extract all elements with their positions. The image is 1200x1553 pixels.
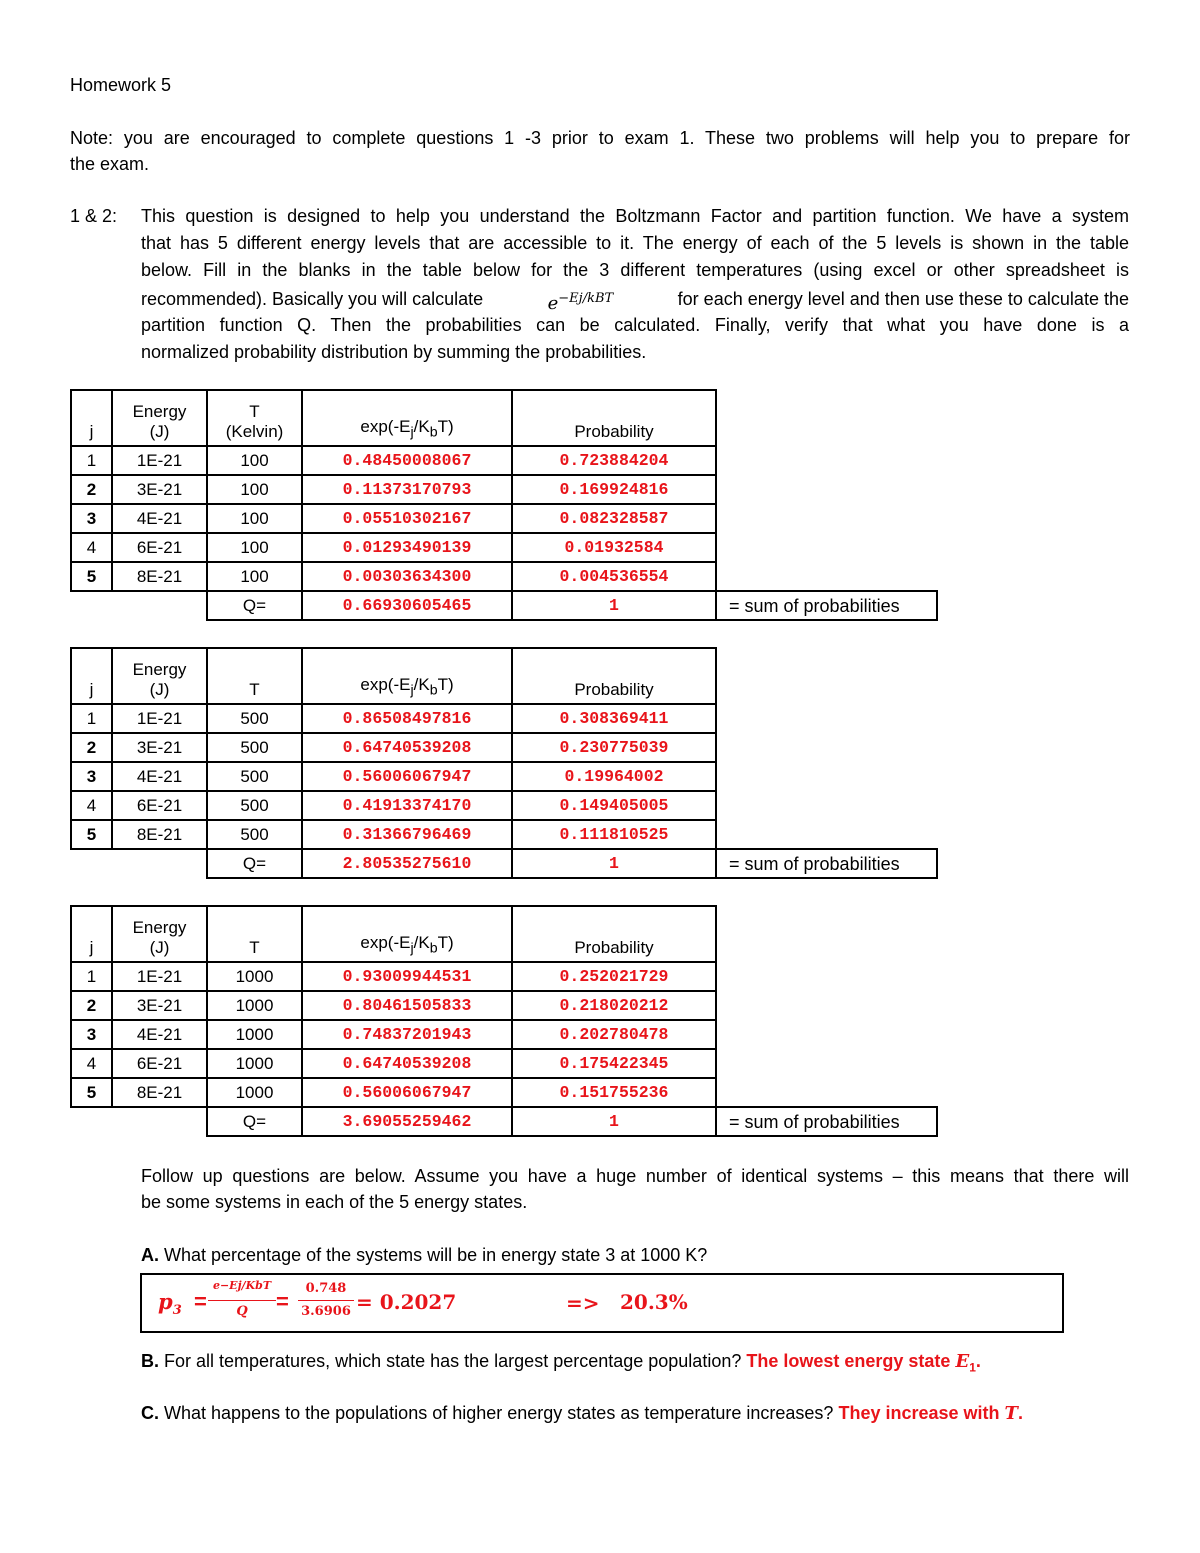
cell-energy: 4E-21 (112, 504, 207, 533)
arrow: => (566, 1291, 600, 1315)
probability-sum: 1 (512, 849, 716, 878)
cell-j: 5 (71, 562, 112, 591)
line4-after: for each energy level and then use these to calculate the (677, 289, 1129, 309)
header-exp: $\exp(-E_j/K_bT)$ (302, 648, 512, 704)
cell-j: 4 (71, 533, 112, 562)
cell-exp: 0.41913374170 (302, 791, 512, 820)
blank-cell (716, 648, 937, 704)
header-j: j (71, 648, 112, 704)
fraction-2-numerator: 0.748 (305, 1281, 347, 1296)
energy-table-500k (70, 647, 938, 879)
blank-cell (716, 475, 937, 504)
cell-probability: 0.151755236 (512, 1078, 716, 1107)
cell-probability: 0.19964002 (512, 762, 716, 791)
cell-probability: 0.175422345 (512, 1049, 716, 1078)
cell-probability: 0.01932584 (512, 533, 716, 562)
cell-energy: 1E-21 (112, 962, 207, 991)
cell-exp: 0.80461505833 (302, 991, 512, 1020)
partition-row (71, 591, 937, 620)
result-value: = 0.2027 (356, 1290, 457, 1314)
cell-j: 1 (71, 446, 112, 475)
cell-j: 2 (71, 475, 112, 504)
partition-function-value: 2.80535275610 (302, 849, 512, 878)
line4-before: recommended). Basically you will calculate (141, 289, 484, 309)
cell-energy: 1E-21 (112, 704, 207, 733)
cell-exp: 0.00303634300 (302, 562, 512, 591)
blank-cell (716, 733, 937, 762)
question-c (141, 1400, 1023, 1427)
table-header-row (71, 906, 937, 962)
header-exp: $\exp(-E_j/K_bT)$ (302, 390, 512, 446)
fraction-2-denominator: 3.6906 (301, 1304, 351, 1319)
table-row (71, 562, 937, 591)
probability-sum: 1 (512, 1107, 716, 1136)
question-a-text: What percentage of the systems will be in energy state 3 at 1000 K? (164, 1245, 708, 1265)
sum-label: = sum of probabilities (716, 1107, 937, 1136)
cell-probability: 0.252021729 (512, 962, 716, 991)
header-energy: Energy (J) (112, 906, 207, 962)
table-row (71, 475, 937, 504)
cell-exp: 0.11373170793 (302, 475, 512, 504)
blank-cell (716, 504, 937, 533)
header-probability: Probability (512, 390, 716, 446)
cell-probability: 0.723884204 (512, 446, 716, 475)
question-b (141, 1348, 981, 1381)
cell-probability: 0.149405005 (512, 791, 716, 820)
header-temperature: T (Kelvin) (207, 390, 302, 446)
blank-cell (716, 533, 937, 562)
boltzmann-factor: $e^{-Ej/kBT}$ (547, 291, 614, 314)
cell-j: 3 (71, 504, 112, 533)
table-row (71, 991, 937, 1020)
cell-j: 2 (71, 991, 112, 1020)
header-exp: $\exp(-E_j/K_bT)$ (302, 906, 512, 962)
blank-cell (716, 991, 937, 1020)
cell-j: 3 (71, 762, 112, 791)
cell-exp: 0.05510302167 (302, 504, 512, 533)
sum-label: = sum of probabilities (716, 849, 937, 878)
table-row (71, 504, 937, 533)
cell-exp: 0.48450008067 (302, 446, 512, 475)
energy-table-1000k (70, 905, 938, 1137)
blank-cell (716, 906, 937, 962)
cell-temperature: 100 (207, 504, 302, 533)
table-row (71, 1049, 937, 1078)
followup-line-2: be some systems in each of the 5 energy states. (141, 1192, 528, 1212)
partition-function-value: 3.69055259462 (302, 1107, 512, 1136)
header-j: j (71, 390, 112, 446)
header-j: j (71, 906, 112, 962)
note-line-1: Note: you are encouraged to complete questions 1 -3 prior to exam 1. These two problems will help you to prepare for (70, 128, 1130, 148)
percentage-result: 20.3% (620, 1290, 688, 1314)
table-row (71, 733, 937, 762)
header-temperature: T (207, 648, 302, 704)
cell-probability: 0.308369411 (512, 704, 716, 733)
table-header-row (71, 648, 937, 704)
partition-row (71, 849, 937, 878)
equals-sign-1: = (194, 1289, 207, 1314)
cell-j: 4 (71, 791, 112, 820)
question-c-answer: They increase with T. (838, 1403, 1023, 1424)
question-12-line-6: normalized probability distribution by summing the probabilities. (141, 342, 647, 362)
header-probability: Probability (512, 648, 716, 704)
cell-temperature: 100 (207, 562, 302, 591)
question-b-text: For all temperatures, which state has the largest percentage population? (164, 1351, 742, 1371)
equals-sign-2: = (276, 1289, 289, 1314)
cell-j: 1 (71, 704, 112, 733)
cell-probability: 0.230775039 (512, 733, 716, 762)
cell-probability: 0.218020212 (512, 991, 716, 1020)
partition-row (71, 1107, 937, 1136)
question-a-label: A. (141, 1245, 159, 1265)
partition-function-value: 0.66930605465 (302, 591, 512, 620)
cell-exp: 0.86508497816 (302, 704, 512, 733)
cell-energy: 4E-21 (112, 762, 207, 791)
fraction-1-denominator: Q (236, 1304, 248, 1319)
sum-label: = sum of probabilities (716, 591, 937, 620)
cell-temperature: 1000 (207, 1049, 302, 1078)
cell-j: 4 (71, 1049, 112, 1078)
cell-exp: 0.93009944531 (302, 962, 512, 991)
question-12-line-2: that has 5 different energy levels that are accessible to it. The energy of each of the 5 levels is shown in the table (141, 233, 1129, 253)
answer-box-a (140, 1273, 1064, 1333)
p3-symbol: $p_3$ (158, 1289, 182, 1319)
cell-temperature: 1000 (207, 1078, 302, 1107)
blank-cell (71, 849, 112, 878)
table-row (71, 704, 937, 733)
cell-exp: 0.31366796469 (302, 820, 512, 849)
question-c-text: What happens to the populations of higher energy states as temperature increases? (164, 1403, 834, 1423)
cell-j: 3 (71, 1020, 112, 1049)
blank-cell (716, 446, 937, 475)
table-row (71, 962, 937, 991)
cell-exp: 0.64740539208 (302, 733, 512, 762)
blank-cell (716, 562, 937, 591)
blank-cell (716, 762, 937, 791)
cell-temperature: 1000 (207, 991, 302, 1020)
fraction-1-numerator: e−Ej/KbT (212, 1279, 272, 1292)
cell-exp: 0.01293490139 (302, 533, 512, 562)
blank-cell (716, 962, 937, 991)
blank-cell (716, 820, 937, 849)
cell-probability: 0.111810525 (512, 820, 716, 849)
cell-j: 5 (71, 1078, 112, 1107)
blank-cell (71, 1107, 112, 1136)
question-12-label: 1 & 2: (70, 206, 118, 226)
blank-cell (71, 591, 112, 620)
cell-probability: 0.202780478 (512, 1020, 716, 1049)
fraction-1-bar (208, 1300, 276, 1301)
cell-temperature: 500 (207, 791, 302, 820)
q-label: Q= (207, 849, 302, 878)
probability-sum: 1 (512, 591, 716, 620)
question-b-label: B. (141, 1351, 159, 1371)
cell-exp: 0.64740539208 (302, 1049, 512, 1078)
cell-energy: 1E-21 (112, 446, 207, 475)
table-row (71, 762, 937, 791)
blank-cell (716, 704, 937, 733)
cell-exp: 0.56006067947 (302, 762, 512, 791)
cell-temperature: 100 (207, 446, 302, 475)
question-12-line-3: below. Fill in the blanks in the table below for the 3 different temperatures (using excel or other spreadsheet is (141, 260, 1129, 280)
note-line-2: the exam. (70, 154, 150, 174)
question-12-line-1: This question is designed to help you understand the Boltzmann Factor and partition function. We have a system (141, 206, 1129, 226)
table-header-row (71, 390, 937, 446)
cell-energy: 6E-21 (112, 533, 207, 562)
cell-j: 1 (71, 962, 112, 991)
cell-j: 5 (71, 820, 112, 849)
cell-exp: 0.74837201943 (302, 1020, 512, 1049)
q-label: Q= (207, 1107, 302, 1136)
table-row (71, 791, 937, 820)
document-title: Homework 5 (70, 75, 172, 95)
table-row (71, 1020, 937, 1049)
header-energy: Energy (J) (112, 390, 207, 446)
blank-cell (716, 390, 937, 446)
cell-energy: 6E-21 (112, 791, 207, 820)
cell-probability: 0.082328587 (512, 504, 716, 533)
cell-probability: 0.004536554 (512, 562, 716, 591)
cell-energy: 8E-21 (112, 1078, 207, 1107)
question-a (141, 1242, 707, 1268)
cell-temperature: 1000 (207, 1020, 302, 1049)
cell-temperature: 1000 (207, 962, 302, 991)
cell-temperature: 500 (207, 704, 302, 733)
blank-cell (716, 1078, 937, 1107)
q-label: Q= (207, 591, 302, 620)
table-row (71, 533, 937, 562)
cell-energy: 3E-21 (112, 475, 207, 504)
cell-energy: 8E-21 (112, 820, 207, 849)
energy-table-100k (70, 389, 938, 621)
header-temperature: T (207, 906, 302, 962)
blank-cell (716, 1049, 937, 1078)
blank-cell (716, 791, 937, 820)
fraction-2-bar (298, 1300, 354, 1301)
cell-exp: 0.56006067947 (302, 1078, 512, 1107)
blank-cell (112, 849, 207, 878)
cell-j: 2 (71, 733, 112, 762)
cell-energy: 3E-21 (112, 733, 207, 762)
blank-cell (112, 1107, 207, 1136)
table-row (71, 820, 937, 849)
question-12-line-5: partition function Q. Then the probabilities can be calculated. Finally, verify that what you have done is a (141, 315, 1129, 335)
question-c-label: C. (141, 1403, 159, 1423)
cell-temperature: 100 (207, 533, 302, 562)
cell-temperature: 500 (207, 762, 302, 791)
cell-energy: 3E-21 (112, 991, 207, 1020)
blank-cell (716, 1020, 937, 1049)
blank-cell (112, 591, 207, 620)
table-row (71, 1078, 937, 1107)
followup-line-1: Follow up questions are below. Assume you have a huge number of identical systems – this means that there will (141, 1166, 1129, 1186)
question-b-answer: The lowest energy state $E_1$. (746, 1351, 981, 1375)
cell-temperature: 100 (207, 475, 302, 504)
cell-energy: 4E-21 (112, 1020, 207, 1049)
cell-energy: 8E-21 (112, 562, 207, 591)
cell-probability: 0.169924816 (512, 475, 716, 504)
table-row (71, 446, 937, 475)
header-probability: Probability (512, 906, 716, 962)
cell-energy: 6E-21 (112, 1049, 207, 1078)
header-energy: Energy (J) (112, 648, 207, 704)
cell-temperature: 500 (207, 733, 302, 762)
cell-temperature: 500 (207, 820, 302, 849)
